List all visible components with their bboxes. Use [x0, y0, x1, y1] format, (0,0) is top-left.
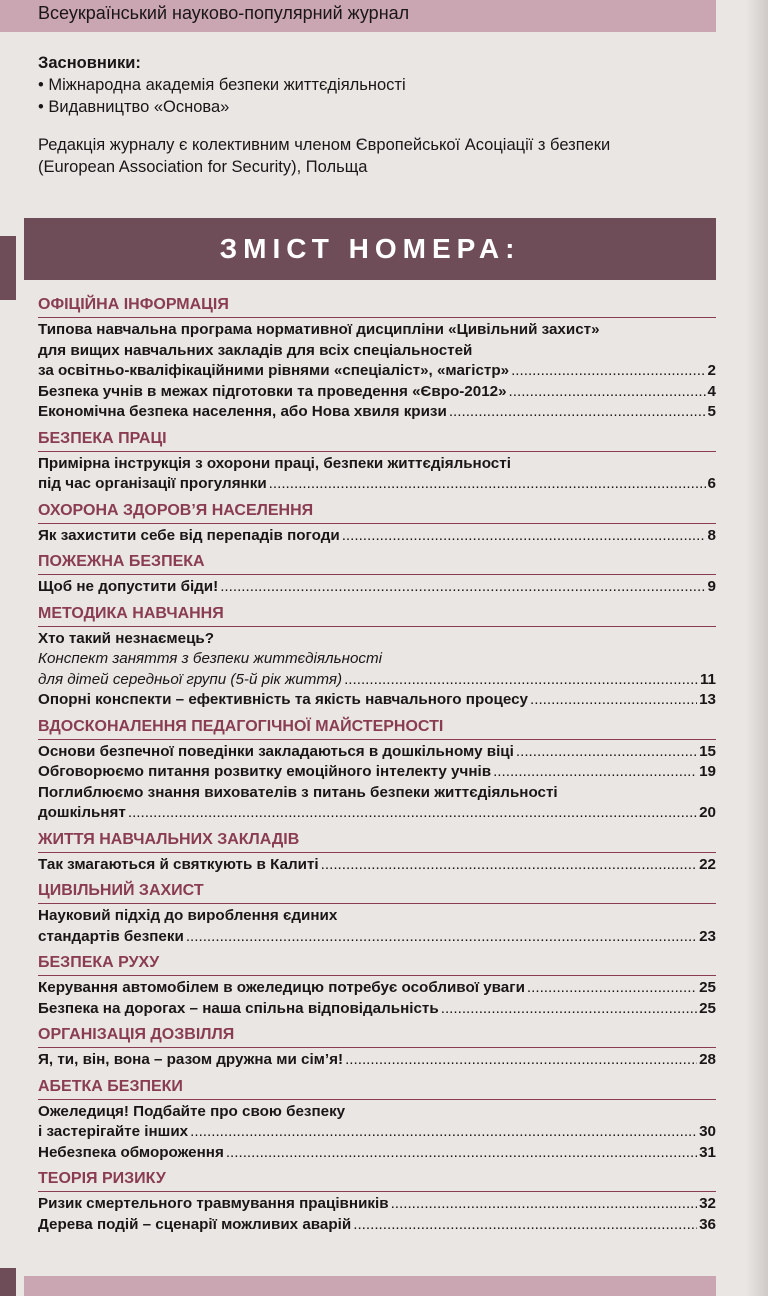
- entry-title-line: для вищих навчальних закладів для всіх спеціальностей: [38, 341, 473, 359]
- page-number: 9: [707, 578, 716, 595]
- dot-leader: [391, 1194, 698, 1215]
- toc-entry[interactable]: [38, 690, 716, 711]
- entry-last-line: [38, 670, 716, 691]
- page-number: 36: [699, 1215, 716, 1233]
- toc-section: [38, 500, 716, 547]
- association-note: Редакція журналу є колективним членом Європейської Асоціації з безпеки (European Association for Security), Польща: [38, 136, 611, 176]
- founders-title: Засновники:: [38, 54, 141, 72]
- section-title: ОХОРОНА ЗДОРОВ’Я НАСЕЛЕННЯ: [38, 500, 716, 524]
- toc-entry[interactable]: [38, 577, 716, 598]
- page-number: 11: [699, 670, 716, 688]
- toc-section: [38, 1024, 716, 1071]
- founder-item: • Міжнародна академія безпеки життєдіяльності: [38, 74, 406, 96]
- entry-title-text: дошкільнят: [38, 804, 126, 821]
- dot-leader: [186, 927, 697, 948]
- toc-entry[interactable]: [38, 978, 716, 999]
- entry-last-line: [38, 1194, 716, 1215]
- section-title: ТЕОРІЯ РИЗИКУ: [38, 1168, 716, 1192]
- toc-entry[interactable]: [38, 1194, 716, 1215]
- page-number: 8: [707, 526, 716, 544]
- page-number: 25: [699, 999, 716, 1017]
- toc-entry[interactable]: [38, 402, 716, 423]
- toc-entry[interactable]: [38, 320, 716, 382]
- entry-last-line: [38, 803, 716, 824]
- entry-title-text: Керування автомобілем в ожеледицю потребує особливої уваги: [38, 979, 525, 996]
- section-title: МЕТОДИКА НАВЧАННЯ: [38, 603, 716, 627]
- toc-section: [38, 829, 716, 876]
- entry-title-text: Небезпека обмороження: [38, 1143, 224, 1161]
- toc-entry[interactable]: [38, 382, 716, 403]
- page-number: 4: [707, 382, 716, 400]
- toc-entry[interactable]: [38, 1050, 716, 1071]
- toc-section: [38, 294, 716, 423]
- toc-section: [38, 952, 716, 1019]
- entry-title-text: Як захистити себе від перепадів погоди: [38, 526, 340, 544]
- toc-entry[interactable]: [38, 526, 716, 547]
- entry-last-line: [38, 382, 716, 403]
- contents-banner: ЗМІСТ НОМЕРА:: [24, 218, 716, 280]
- section-title: АБЕТКА БЕЗПЕКИ: [38, 1076, 716, 1100]
- toc-entry[interactable]: [38, 629, 716, 691]
- dot-leader: [509, 382, 706, 403]
- toc-entry[interactable]: [38, 783, 716, 824]
- journal-tagline: Всеукраїнський науково-популярний журнал: [38, 3, 410, 23]
- dot-leader: [449, 402, 706, 423]
- dot-leader: [511, 361, 705, 382]
- dot-leader: [269, 474, 706, 495]
- page-number: 15: [699, 742, 716, 760]
- entry-title-text: для дітей середньої групи (5-й рік життя): [38, 670, 343, 688]
- entry-title-line: Примірна інструкція з охорони праці, безпеки життєдіяльності: [38, 454, 511, 472]
- entry-last-line: [38, 526, 716, 547]
- footer-band: [24, 1276, 716, 1296]
- dot-leader: [321, 855, 697, 876]
- entry-title-text: Економічна безпека населення, або Нова хвиля кризи: [38, 403, 447, 420]
- entry-subtitle-line: Конспект заняття з безпеки життєдіяльності: [38, 650, 383, 667]
- table-of-contents: [38, 294, 716, 1240]
- page-number: 19: [699, 763, 716, 780]
- page-number: 20: [699, 804, 716, 821]
- toc-entry[interactable]: [38, 742, 716, 763]
- entry-last-line: [38, 999, 716, 1020]
- entry-last-line: [38, 927, 716, 948]
- dot-leader: [530, 690, 697, 711]
- toc-section: [38, 1076, 716, 1164]
- entry-title-line: Ожеледиця! Подбайте про свою безпеку: [38, 1102, 346, 1120]
- page-number: 13: [699, 691, 716, 708]
- page-number: 28: [699, 1051, 716, 1068]
- toc-section: [38, 716, 716, 824]
- page-number: 6: [707, 475, 716, 492]
- page-number: 5: [707, 403, 716, 420]
- entry-title-line: Поглиблюємо знання вихователів з питань безпеки життєдіяльності: [38, 783, 558, 801]
- toc-entry[interactable]: [38, 1143, 716, 1164]
- entry-title-text: Ризик смертельного травмування працівників: [38, 1195, 389, 1212]
- entry-last-line: [38, 978, 716, 999]
- dot-leader: [220, 577, 705, 598]
- entry-title-text: Так змагаються й святкують в Калиті: [38, 855, 319, 873]
- entry-last-line: [38, 1143, 716, 1164]
- entry-last-line: [38, 855, 716, 876]
- dot-leader: [344, 670, 698, 691]
- entry-title-text: Обговорюємо питання розвитку емоційного інтелекту учнів: [38, 763, 492, 780]
- left-tab-top: [0, 236, 16, 300]
- entry-title-text: Безпека на дорогах – наша спільна відповідальність: [38, 999, 439, 1017]
- section-title: ЦИВІЛЬНИЙ ЗАХИСТ: [38, 880, 716, 904]
- page-number: 22: [699, 855, 716, 873]
- dot-leader: [190, 1122, 697, 1143]
- entry-title-line: Хто такий незнаємець?: [38, 629, 215, 647]
- entry-title-line: Науковий підхід до вироблення єдиних: [38, 907, 338, 924]
- entry-title-text: за освітньо-кваліфікаційними рівнями «спеціаліст», «магістр»: [38, 362, 510, 379]
- founders-block: [38, 52, 406, 118]
- toc-entry[interactable]: [38, 855, 716, 876]
- section-title: БЕЗПЕКА РУХУ: [38, 952, 716, 976]
- toc-section: [38, 603, 716, 711]
- entry-title-text: під час організації прогулянки: [38, 475, 267, 492]
- entry-title-text: Опорні конспекти – ефективність та якість навчального процесу: [38, 691, 528, 708]
- toc-section: [38, 880, 716, 947]
- page-number: 2: [707, 362, 716, 379]
- toc-entry[interactable]: [38, 906, 716, 947]
- entry-title-text: і застерігайте інших: [38, 1123, 189, 1140]
- page-number: 31: [699, 1143, 716, 1161]
- dot-leader: [128, 803, 697, 824]
- section-title: ОФІЦІЙНА ІНФОРМАЦІЯ: [38, 294, 716, 318]
- dot-leader: [345, 1050, 697, 1071]
- entry-title-text: Безпека учнів в межах підготовки та проведення «Євро-2012»: [38, 382, 507, 400]
- entry-title-text: Дерева подій – сценарії можливих аварій: [38, 1215, 352, 1233]
- section-title: ЖИТТЯ НАВЧАЛЬНИХ ЗАКЛАДІВ: [38, 829, 716, 853]
- dot-leader: [527, 978, 697, 999]
- dot-leader: [226, 1143, 697, 1164]
- entry-last-line: [38, 762, 716, 783]
- page-number: 25: [699, 979, 716, 996]
- section-title: ПОЖЕЖНА БЕЗПЕКА: [38, 551, 716, 575]
- entry-title-text: Основи безпечної поведінки закладаються в дошкільному віці: [38, 742, 514, 760]
- entry-last-line: [38, 1215, 716, 1236]
- header-band: [0, 0, 716, 32]
- toc-section: [38, 428, 716, 495]
- toc-entry[interactable]: [38, 1215, 716, 1236]
- dot-leader: [342, 526, 706, 547]
- entry-last-line: [38, 1050, 716, 1071]
- entry-last-line: [38, 690, 716, 711]
- entry-last-line: [38, 577, 716, 598]
- toc-entry[interactable]: [38, 999, 716, 1020]
- toc-section: [38, 1168, 716, 1235]
- page-number: 32: [699, 1195, 716, 1212]
- dot-leader: [353, 1215, 697, 1236]
- entry-last-line: [38, 742, 716, 763]
- founder-item: • Видавництво «Основа»: [38, 96, 406, 118]
- entry-last-line: [38, 1122, 716, 1143]
- toc-section: [38, 551, 716, 598]
- toc-entry[interactable]: [38, 454, 716, 495]
- page-edge: [746, 0, 768, 1296]
- entry-last-line: [38, 361, 716, 382]
- entry-title-text: Я, ти, він, вона – разом дружна ми сім’я!: [38, 1051, 344, 1068]
- page-number: 30: [699, 1123, 716, 1140]
- page-number: 23: [699, 927, 716, 945]
- entry-last-line: [38, 402, 716, 423]
- entry-title-line: Типова навчальна програма нормативної дисципліни «Цивільний захист»: [38, 321, 600, 338]
- section-title: ВДОСКОНАЛЕННЯ ПЕДАГОГІЧНОЇ МАЙСТЕРНОСТІ: [38, 716, 716, 740]
- section-title: ОРГАНІЗАЦІЯ ДОЗВІЛЛЯ: [38, 1024, 716, 1048]
- section-title: БЕЗПЕКА ПРАЦІ: [38, 428, 716, 452]
- entry-title-text: стандартів безпеки: [38, 927, 184, 945]
- entry-title-text: Щоб не допустити біди!: [38, 578, 219, 595]
- left-tab-bottom: [0, 1268, 16, 1296]
- dot-leader: [516, 742, 697, 763]
- dot-leader: [441, 999, 697, 1020]
- toc-entry[interactable]: [38, 762, 716, 783]
- dot-leader: [493, 762, 697, 783]
- entry-last-line: [38, 474, 716, 495]
- toc-entry[interactable]: [38, 1102, 716, 1143]
